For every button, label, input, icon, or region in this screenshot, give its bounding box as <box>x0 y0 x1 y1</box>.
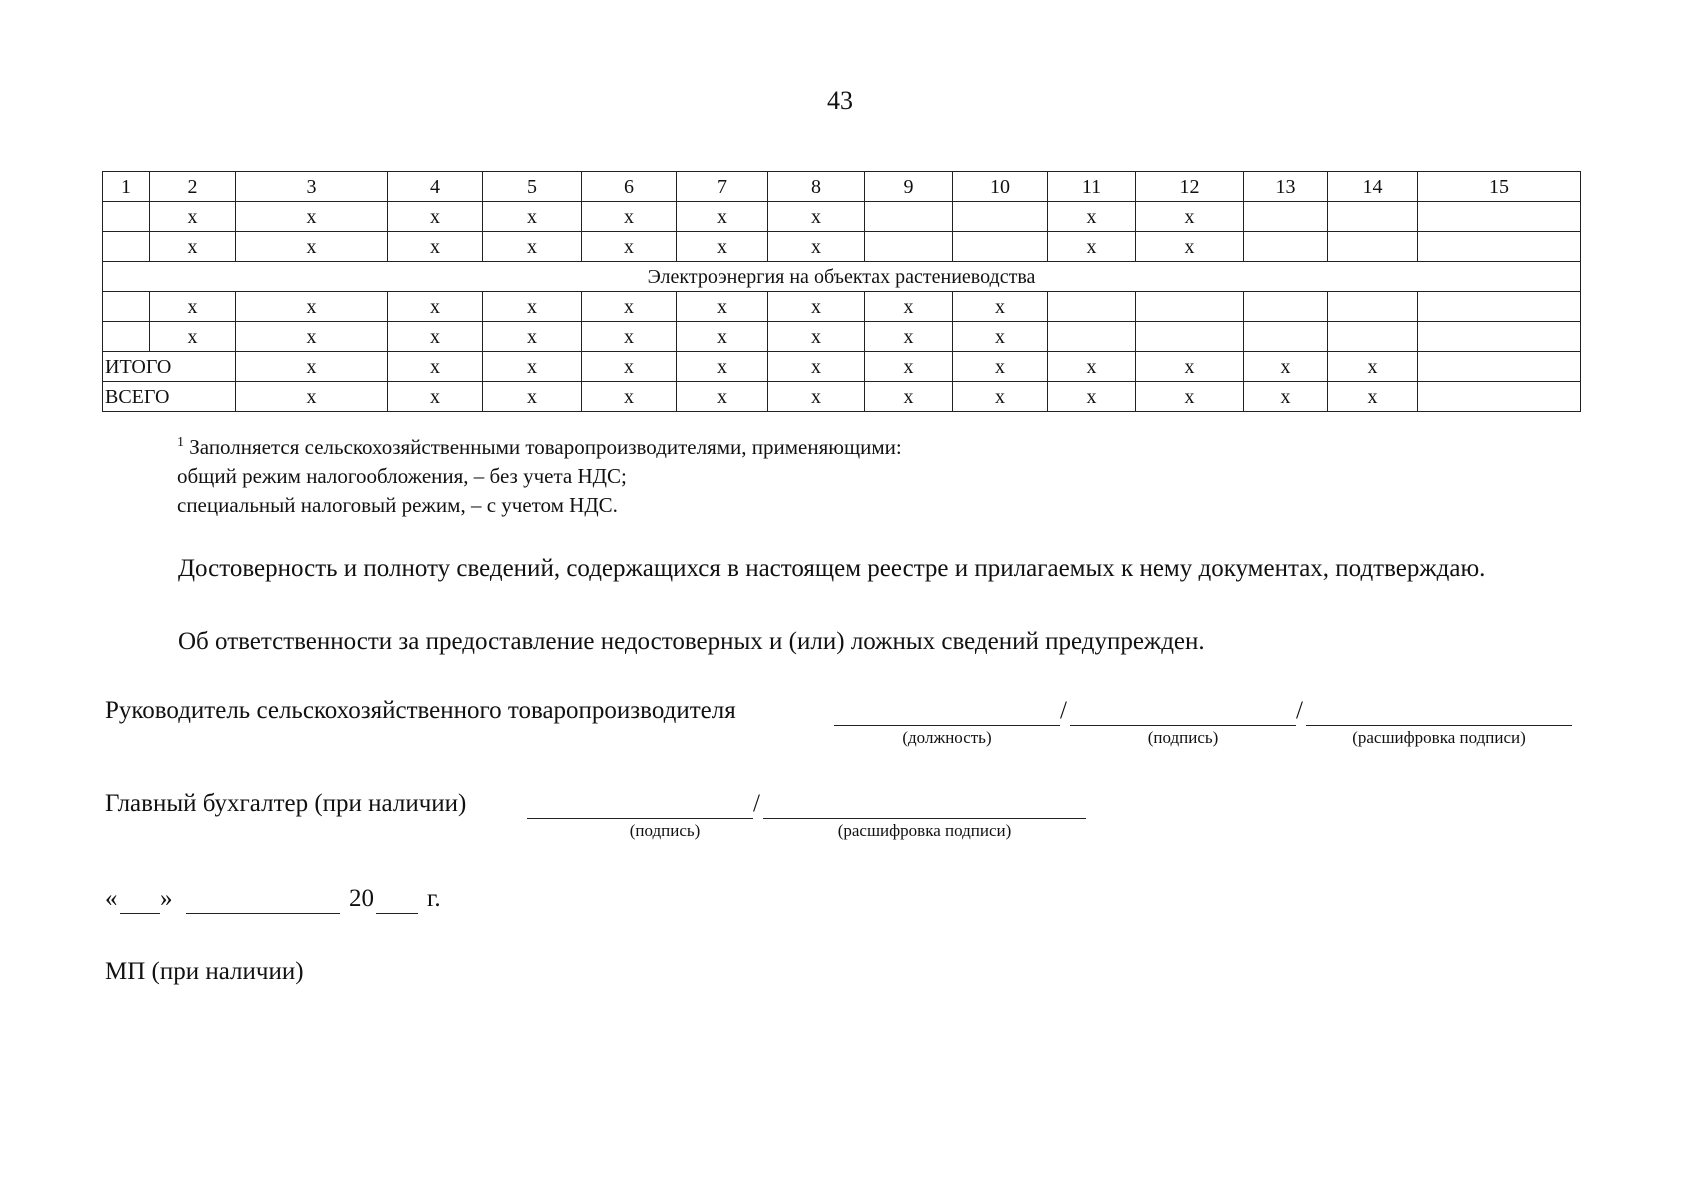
table-cell: х <box>582 322 677 352</box>
table-cell <box>1244 322 1328 352</box>
table-cell <box>953 232 1048 262</box>
table-cell: х <box>768 382 865 412</box>
table-cell: х <box>1136 352 1244 382</box>
table-cell: х <box>865 322 953 352</box>
table-cell <box>1244 292 1328 322</box>
table-cell: х <box>953 382 1048 412</box>
table-cell <box>1418 322 1581 352</box>
table-cell <box>1244 232 1328 262</box>
table-cell: х <box>582 352 677 382</box>
table-total-row <box>103 382 1581 412</box>
table-cell: 15 <box>1418 172 1581 202</box>
caption-accountant-name: (расшифровка подписи) <box>837 821 1012 840</box>
table-row <box>103 322 1581 352</box>
table-cell: х <box>865 352 953 382</box>
table-cell <box>1136 322 1244 352</box>
table-cell: х <box>388 382 483 412</box>
table-row <box>103 232 1581 262</box>
table-cell: х <box>1244 352 1328 382</box>
table-cell: 8 <box>768 172 865 202</box>
table-cell: 5 <box>483 172 582 202</box>
footnote-line-2: общий режим налогообложения, – без учета НДС; <box>177 464 627 488</box>
table-cell <box>1418 352 1581 382</box>
stamp-label: МП (при наличии) <box>105 958 304 985</box>
table-cell <box>953 202 1048 232</box>
table-cell: х <box>768 322 865 352</box>
table-cell: х <box>150 202 236 232</box>
table-cell: 9 <box>865 172 953 202</box>
table-cell: х <box>768 292 865 322</box>
table-cell: х <box>150 322 236 352</box>
table-cell: х <box>483 232 582 262</box>
table-cell <box>1418 382 1581 412</box>
footnote <box>177 428 902 520</box>
table-row <box>103 202 1581 232</box>
date-open-quote: « <box>105 885 118 912</box>
table-cell <box>1328 202 1418 232</box>
table-cell <box>103 202 150 232</box>
table-cell <box>1328 322 1418 352</box>
table-cell: х <box>1244 382 1328 412</box>
table-cell <box>865 202 953 232</box>
table-cell: х <box>677 202 768 232</box>
table-section-row <box>103 262 1581 292</box>
table-row <box>103 292 1581 322</box>
date-month-field[interactable] <box>186 913 340 914</box>
table-cell: х <box>236 202 388 232</box>
table-cell: х <box>953 322 1048 352</box>
table-cell: х <box>953 292 1048 322</box>
table-cell: х <box>388 232 483 262</box>
head-name-field[interactable] <box>1306 725 1572 726</box>
table-cell: х <box>677 352 768 382</box>
caption-signature: (подпись) <box>1147 728 1219 747</box>
table-cell: х <box>483 352 582 382</box>
table-cell: х <box>953 352 1048 382</box>
slash-3: / <box>753 790 760 817</box>
table-cell <box>1048 322 1136 352</box>
table-cell: 14 <box>1328 172 1418 202</box>
table-cell: х <box>1328 382 1418 412</box>
table-cell <box>1048 292 1136 322</box>
total-label: ВСЕГО <box>103 382 236 412</box>
accountant-signature-field[interactable] <box>527 818 753 819</box>
page-number: 43 <box>827 86 853 115</box>
table-cell <box>1418 232 1581 262</box>
table-cell <box>1328 232 1418 262</box>
caption-position: (должность) <box>902 728 992 747</box>
table-cell <box>1328 292 1418 322</box>
table-cell: х <box>236 232 388 262</box>
table-cell <box>1136 292 1244 322</box>
table-header-row <box>103 172 1581 202</box>
table-cell: х <box>1328 352 1418 382</box>
table-cell: х <box>388 202 483 232</box>
table-cell <box>1244 202 1328 232</box>
table-cell: х <box>236 322 388 352</box>
table-cell: 12 <box>1136 172 1244 202</box>
table-cell: х <box>677 322 768 352</box>
table-cell: х <box>677 292 768 322</box>
table-cell: х <box>582 202 677 232</box>
table-cell: х <box>388 322 483 352</box>
date-year-suffix: г. <box>427 885 441 912</box>
statement-paragraph-2: Об ответственности за предоставление недостоверных и (или) ложных сведений предупрежден. <box>178 628 1205 655</box>
table-cell: х <box>483 202 582 232</box>
caption-name: (расшифровка подписи) <box>1352 728 1526 747</box>
table-cell <box>1418 292 1581 322</box>
table-cell <box>103 232 150 262</box>
table-cell: 4 <box>388 172 483 202</box>
table-cell: х <box>768 352 865 382</box>
footnote-line-1: $^1$ Заполняется сельскохозяйственными товаропроизводителями, применяющими: <box>177 435 902 459</box>
date-close-quote: » <box>160 885 173 912</box>
table-cell: х <box>1048 232 1136 262</box>
table-cell <box>865 232 953 262</box>
table-cell: х <box>150 292 236 322</box>
statement-paragraph-1: Достоверность и полноту сведений, содержащихся в настоящем реестре и прилагаемых к нему документах, подтверждаю. <box>178 555 1486 582</box>
table-cell: 6 <box>582 172 677 202</box>
table-cell: х <box>1048 382 1136 412</box>
table-cell: х <box>865 382 953 412</box>
table-cell: х <box>582 382 677 412</box>
table-cell: х <box>1048 352 1136 382</box>
table-cell: х <box>483 382 582 412</box>
accountant-name-field[interactable] <box>763 818 1086 819</box>
caption-accountant-signature: (подпись) <box>629 821 701 840</box>
table-cell: х <box>483 322 582 352</box>
head-signature-label: Руководитель сельскохозяйственного товаропроизводителя <box>105 697 736 724</box>
table-cell: х <box>677 232 768 262</box>
table-cell: 1 <box>103 172 150 202</box>
table-cell: х <box>865 292 953 322</box>
registry-table <box>102 171 1581 412</box>
table-cell: х <box>150 232 236 262</box>
date-day-field[interactable] <box>120 913 160 914</box>
table-cell: х <box>483 292 582 322</box>
head-signature-field[interactable] <box>1070 725 1296 726</box>
table-cell: х <box>582 232 677 262</box>
table-cell: 11 <box>1048 172 1136 202</box>
total-label: ИТОГО <box>103 352 236 382</box>
slash-2: / <box>1296 697 1303 724</box>
table-cell: х <box>236 292 388 322</box>
table-cell: 3 <box>236 172 388 202</box>
date-year-field[interactable] <box>376 913 418 914</box>
table-cell: х <box>1136 382 1244 412</box>
table-total-row <box>103 352 1581 382</box>
date-year-prefix: 20 <box>349 885 374 912</box>
table-cell: х <box>582 292 677 322</box>
footnote-line-3: специальный налоговый режим, – с учетом НДС. <box>177 493 618 517</box>
slash-1: / <box>1060 697 1067 724</box>
table-cell: х <box>236 352 388 382</box>
table-cell: х <box>388 352 483 382</box>
section-title: Электроэнергия на объектах растениеводства <box>103 262 1581 292</box>
table-cell: х <box>1048 202 1136 232</box>
table-cell: х <box>768 202 865 232</box>
table-cell: х <box>1136 232 1244 262</box>
table-cell: х <box>1136 202 1244 232</box>
table-cell <box>103 322 150 352</box>
footnote-mark: 1 <box>177 435 184 450</box>
table-cell: х <box>768 232 865 262</box>
table-cell: 10 <box>953 172 1048 202</box>
accountant-signature-label: Главный бухгалтер (при наличии) <box>105 790 467 817</box>
table-cell: х <box>388 292 483 322</box>
table-cell: 7 <box>677 172 768 202</box>
head-position-field[interactable] <box>834 725 1060 726</box>
table-cell: х <box>677 382 768 412</box>
table-cell <box>103 292 150 322</box>
table-cell: 13 <box>1244 172 1328 202</box>
table-cell <box>1418 202 1581 232</box>
table-cell: 2 <box>150 172 236 202</box>
table-cell: х <box>236 382 388 412</box>
